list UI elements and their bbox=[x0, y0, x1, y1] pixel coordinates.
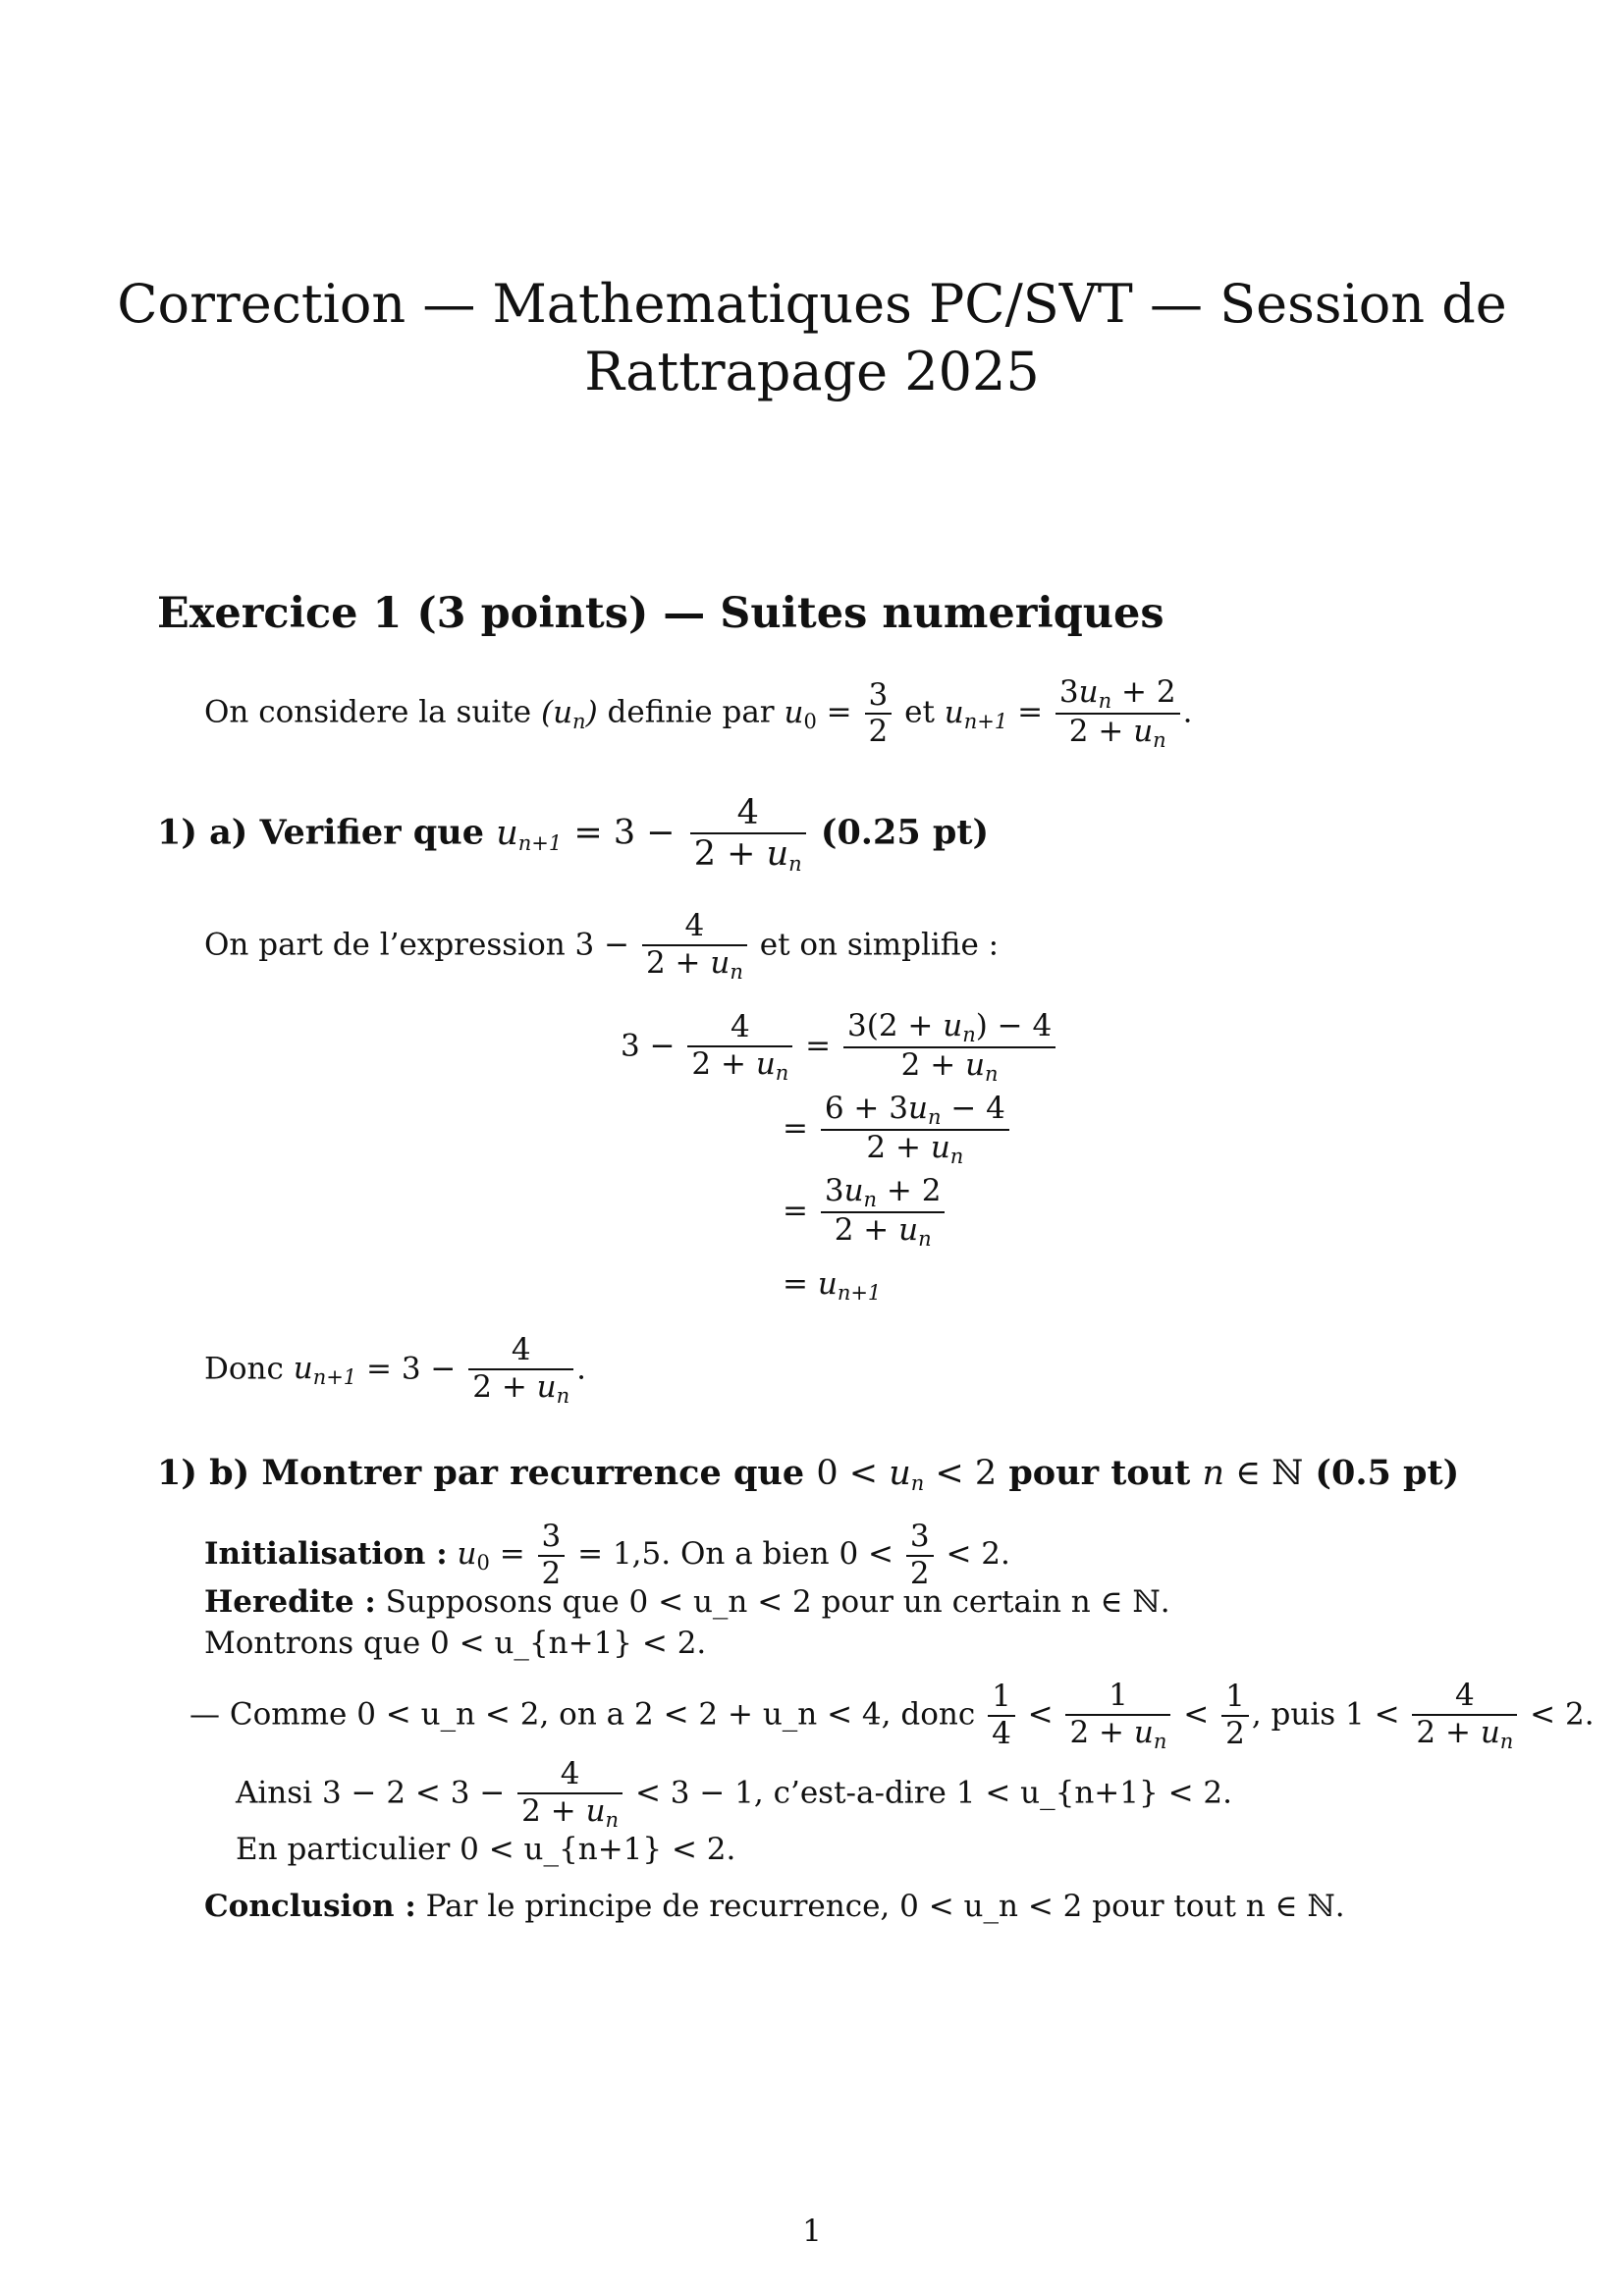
ainsi-suffix: < 3 − 1, c’est-a-dire 1 < u_{n+1} < 2. bbox=[634, 1775, 1232, 1811]
bullet-dash: — bbox=[189, 1696, 220, 1733]
q1b-heading-prefix: 1) b) Montrer par recurrence que bbox=[157, 1453, 805, 1493]
q1b-conclusion bbox=[204, 1889, 1345, 1924]
init-label: Initialisation : bbox=[204, 1536, 448, 1573]
derivation-step-4: = $u_{n+1}$ bbox=[783, 1266, 882, 1305]
document-title-line-1: Correction — Mathematiques PC/SVT — Session de bbox=[117, 273, 1507, 335]
q1b-bullet-comme: — Comme 0 < u_n < 2, on a 2 < 2 + u_n < 4, donc $\frac{1}{4}$ < $\frac{1}{2 + u_n}$ < $\frac{1}{2}$ , puis 1 < $\frac{4}{2 + u_n}$ < 2. bbox=[189, 1678, 1595, 1753]
q1b-initialisation: Initialisation : $u_0$ = $\frac{3}{2}$ = 1,5. On a bien 0 < $\frac{3}{2}$ < 2. bbox=[204, 1519, 1010, 1591]
q1b-heading-mid: pour tout bbox=[1008, 1453, 1191, 1493]
document-title-line-2: Rattrapage 2025 bbox=[584, 341, 1040, 402]
intro-defined: definie par bbox=[607, 694, 775, 730]
derivation-step-2: = $\frac{6 + 3u_n - 4}{2 + u_n}$ bbox=[783, 1092, 1012, 1168]
intro-et: et bbox=[904, 694, 935, 730]
hered-label: Heredite : bbox=[204, 1584, 376, 1620]
q1b-montrons: Montrons que 0 < u_{n+1} < 2. bbox=[204, 1626, 707, 1661]
q1a-conclusion: Donc $u_{n+1} = 3$ − $\frac{4}{2 + u_n}$ . bbox=[204, 1332, 587, 1408]
q1a-intro-end: et on simplifie : bbox=[759, 927, 1000, 963]
hered-text: Supposons que 0 < u_n < 2 pour un certain n ∈ ℕ. bbox=[385, 1584, 1170, 1620]
q1a-conclusion-prefix: Donc bbox=[204, 1351, 284, 1387]
q1a-heading-prefix: 1) a) Verifier que bbox=[157, 812, 484, 853]
q1b-en-particulier: En particulier 0 < u_{n+1} < 2. bbox=[236, 1832, 736, 1867]
bullet-comme-text: Comme 0 < u_n < 2, on a 2 < 2 + u_n < 4, donc bbox=[229, 1696, 976, 1733]
intro-text: On considere la suite bbox=[204, 694, 532, 730]
derivation-step-1: 3 − $\frac{4}{2 + u_n}$ = $\frac{3(2 + u_n) - 4}{2 + u_n}$ bbox=[621, 1009, 1058, 1086]
init-text: = 1,5. On a bien bbox=[577, 1536, 830, 1573]
exercise-intro: On considere la suite $(u_n)$ definie par $u_0$ = $\frac{3}{2}$ et $u_{n+1}$ = $\frac{3u_n + 2}{2 + u_n}$ . bbox=[204, 674, 1193, 753]
question-1a-heading: 1) a) Verifier que $u_{n+1} = 3$ − $\frac{4}{2 + u_n}$ (0.25 pt) bbox=[157, 793, 990, 877]
q1a-heading-points: (0.25 pt) bbox=[820, 812, 990, 853]
q1a-intro: On part de l’expression 3 − $\frac{4}{2 + u_n}$ et on simplifie : bbox=[204, 908, 1000, 984]
question-1b-heading: 1) b) Montrer par recurrence que $0 < u_n < 2$ pour tout n ∈ ℕ (0.5 pt) bbox=[157, 1453, 1460, 1495]
ainsi-prefix: Ainsi 3 − 2 < 3 − bbox=[236, 1775, 506, 1811]
fraction-u0: $\frac{3}{2}$ bbox=[865, 678, 893, 750]
exercise-heading: Exercice 1 (3 points) — Suites numeriques bbox=[157, 589, 1164, 638]
page-number: 1 bbox=[802, 2214, 822, 2249]
q1b-heading-points: (0.5 pt) bbox=[1315, 1453, 1460, 1493]
concl-label: Conclusion : bbox=[204, 1889, 416, 1924]
derivation-step-3: = $\frac{3u_n + 2}{2 + u_n}$ bbox=[783, 1174, 947, 1251]
q1a-intro-fraction: $\frac{4}{2 + u_n}$ bbox=[642, 909, 747, 984]
concl-text: Par le principe de recurrence, 0 < u_n < 2 pour tout n ∈ ℕ. bbox=[425, 1889, 1345, 1924]
q1b-ainsi: Ainsi 3 − 2 < 3 − $\frac{4}{2 + u_n}$ < 3 − 1, c’est-a-dire 1 < u_{n+1} < 2. bbox=[236, 1756, 1232, 1832]
q1a-intro-text: On part de l’expression bbox=[204, 927, 566, 963]
q1b-heredite bbox=[204, 1584, 1170, 1620]
bullet-puis: , puis 1 < bbox=[1251, 1696, 1400, 1733]
q1a-heading-fraction: $\frac{4}{2 + u_n}$ bbox=[690, 793, 806, 876]
fraction-recurrence: $\frac{3u_n + 2}{2 + u_n}$ bbox=[1056, 675, 1180, 752]
